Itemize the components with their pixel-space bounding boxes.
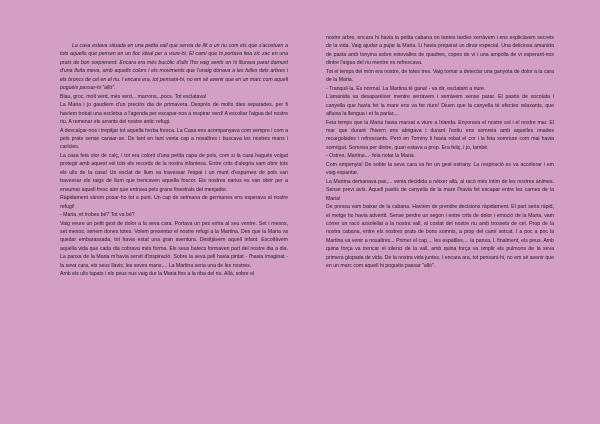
paragraph: Ràpidament vàrem posar-ho tot a punt. Un cap de setmana de germanes ens esperava al nostre refugi! xyxy=(60,195,288,210)
paragraph: L'amanida va desaparèixer mentre xerràvem i xerràvem sense parar. El pastís de xocolata i canyella que havia fet la mare ens va fer riure! Diuen que la canyella té efectes relaxants, que afluixa la llengua i et fa parlar,... xyxy=(326,94,554,118)
paragraph: De pressa vam baixar de la cabana. Havíem de prendre decisions ràpidament. El part seria ràpid, el metge ho havia advertit. Sense perdre un segon i entre crits de dolor i emoció de la Maria, vam córrer un racó assolellat a la nostra vall, al costat del nostre riu amb trossets de cel. Prop de la nostra cabana, entre els nostres prats de bons somnis, a prop del camí sotcat. I a poc a poc la Martina va venir a nosaltres... Primer el cap,... les espatlles,... la panxa, l, finalment, els peus. Amb quina força va trencar el silenci de la vall, amb quina força va omplir els pulmons de la seva primera glopada de vida. De la nostra vida juntes. I encara ara, tot pensant-hi, no em sé avenir que en un marc com aquell hi poguéis passar "allò". xyxy=(326,204,554,270)
paragraph: La Martina demanava pas,... venia decidida a néixer allà, al racó més íntim de les nostres ànimes. Sense previ avís. Aquell pastís de canyella de la mare l'havia fet escapar entre les carnes de la Maria! xyxy=(326,178,554,202)
paragraph: Feia temps que la Maria havia marxat a viure a Irlanda. Enyorava el nostre sol i el nostre mar. El mar que durant l'hivern ens abrigava i durant l'estiu ens somreia amb aquelles onades recargolades i refrescants. Però en Tommy li havia robat el cor i la feia somriure com mai havia somrigut. Somreia per dintre, quan estava a prop. Era feliç, i jo, també. xyxy=(326,119,554,151)
paragraph: La casa estava situada en una petita vall que servia de llit a un riu com els que s'acostuen a tots aquells que pensen en un lloc ideal per a viure-hi. El camí que hi portava feia zic zac en una prats de bon sorprenent. Encara era més bucòlic d'ulls l'ho vaig sentir on hi lliurava parat damunt d'una lluita meva, amb aquells colors i els moviments que l'onaig donava a les fulles dels arbres i els broncs de cel en el riu. I encara era, tot pensant-hi, no em sé avenir que en un marc com aquell poguéis passar-hi "allò". xyxy=(60,43,288,92)
paragraph: Vaig veure un petit gest de dolor a la seva cara. Portava un pes extra al seu ventre. Set i mesos, set mesos, seriem dones totes. Volem presentar el nostre refugi a la Martina. Des que la Maria va quedar embarassada, tot havia estat una gran aventura. Desitjàvem aquell infant. Escoltàvem aquella vida que cada dia cobrava més forma. Els seus batecs formaven part del nostre dia a dia. La panxa de la Maria m'havia servit d'inspiració. Sobre la seva pell havia pintat - l'havia imaginat - la seva cara, els seus llavis, les seves mans,... La Martina seria una de les nostres. xyxy=(60,220,288,269)
paragraph: nostre arbre, encara hi havia la petita cabana on tantes tardes xerràvem i ens explicàvem secrets de la vida. Vaig ajudar a pujar la Maria. Li havia preparat un dinar especial. Una deliciosa amanida de pasta amb tonyina sobre estovalles de quadres, copes de vi i una ampolla de vi esperant-nos dintre l'aigua del riu mentre es refrescava. xyxy=(326,35,554,67)
paragraph: - Tranquil·la. És normal. La Martina té gana! - va dir, esclatant a riure. xyxy=(326,85,486,92)
paragraph: - Maria, et trobes bé? Tot va bé? xyxy=(60,212,135,219)
paragraph: Com empenyia! De sobte la seva cara va fer un gest estrany. La respiració es va accelerar i em vaig espantar. xyxy=(326,161,554,177)
paragraph: A descalçar-nos i trepitjar tot aquella herba fresca. La Casa ens acompanyava com sempre i com a pels prats sense cansar-se. De tant en tant venia cap a nosaltres i buscava les nostres mans i carícies. xyxy=(60,127,288,151)
left-page-column xyxy=(60,0,288,424)
paragraph: Blau, groc, molt verd, més verd... marrons...pocs. Tot esclatava! xyxy=(60,93,207,100)
paragraph: - Ostres, Martina...- feia notar la Maria. xyxy=(326,153,416,160)
paragraph: Tot el temps del món era nostre, de totes tres. Vaig tornar a detectar una ganyota de dolor a la cara de la Maria. xyxy=(326,68,554,84)
paragraph: La casa feia olor de calç, i tot era colorit d'una petita capa de pols, com si la casa haguès volgut protegir amb aquest vel tots els records de la nostra infantesa. Entre crits d'alegria vam obrir tots els ulls de la casa! Un esclat de llum va travessar l'espai i un munt d'espurnes de pols van travessar els raigs de llum que trencaven aquella foscor. Els nostres narius es van obrir per a ensumar aquell fresc aire que entrava pels grans finestrals del menjador. xyxy=(60,152,288,193)
right-page-column xyxy=(326,0,554,424)
paragraph: La Maria i jo gaudíem d'un preciós dia de primavera. Després de molts dies separades, per fi havíem trobat una escletxa a l'agenda per escapar-nos a respirar verd! A escoltar l'aigua del nostre riu. A remenar els arrants del nostre antic refugi. xyxy=(60,102,288,126)
paragraph: Amb els ulls tapats i els peus nus vaig dur la Maria fins a la riba del riu. Allà, sobre el xyxy=(60,271,255,278)
